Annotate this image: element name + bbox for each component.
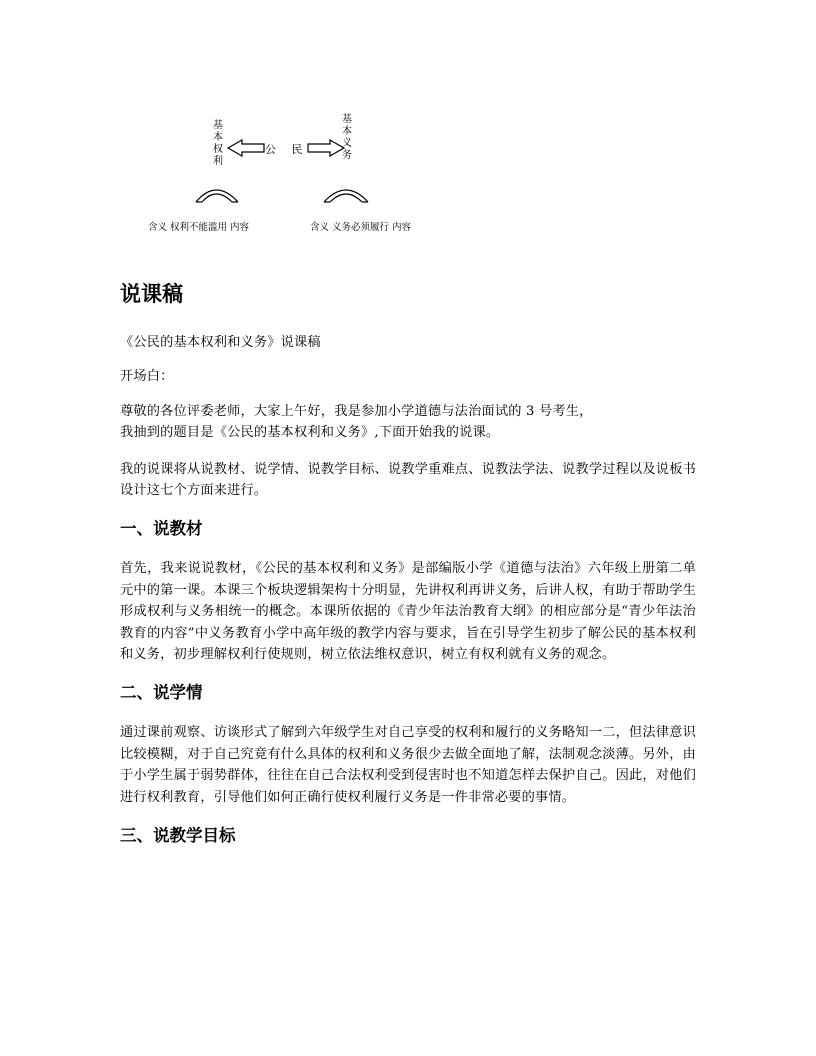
subtitle: 《公民的基本权利和义务》说课稿	[120, 335, 321, 350]
opening-line-1: 尊敬的各位评委老师，大家上午好，我是参加小学道德与法治面试的 3 号考生，	[120, 403, 593, 419]
section-1-paragraph: 首先，我来说说教材，《公民的基本权利和义务》是部编版小学《道德与法治》六年级上册第二单元中的第一课。本课三个板块逻辑架构十分明显，先讲权利再讲义务，后讲人权，有助于帮助学生形成权利与义务相统一的概念。本课所依据的《青少年法治教育大纲》的相应部分是“青少年法治教育的内容”中义务教育小学中高年级的教学内容与要求，旨在引导学生初步了解公民的基本权利和义务，初步理解权利行使规则，树立依法维权意识，树立有权利就有义务的观念。	[120, 561, 696, 663]
left-arch-shape	[196, 190, 238, 202]
right-column-text: 基 本 义 务	[342, 114, 352, 161]
document-body	[120, 278, 696, 865]
opening-label: 开场白：	[120, 369, 174, 385]
section-1-heading: 一、说教材	[120, 519, 203, 539]
right-arch-shape	[324, 190, 368, 202]
right-caption: 含义 义务必须履行 内容	[310, 222, 412, 233]
right-arrow-shape	[308, 140, 344, 156]
section-2-heading: 二、说学情	[120, 683, 203, 703]
left-caption: 含义 权利不能滥用 内容	[148, 222, 250, 233]
board-diagram	[140, 112, 450, 237]
left-arch-inner	[202, 194, 232, 202]
intro-paragraph: 我的说课将从说教材、说学情、说教学目标、说教学重难点、说教法学法、说教学过程以及说板书设计这七个方面来进行。	[120, 461, 696, 499]
section-3-heading: 三、说教学目标	[120, 826, 236, 846]
right-arch-inner	[330, 194, 362, 202]
opening-line-2: 我抽到的题目是《公民的基本权利和义务》,下面开始我的说课。	[120, 425, 500, 441]
left-arrow-shape	[228, 140, 264, 156]
section-2-paragraph: 通过课前观察、访谈形式了解到六年级学生对自己享受的权利和履行的义务略知一二，但法律意识比较模糊，对于自己究竟有什么具体的权利和义务很少去做全面地了解，法制观念淡薄。另外，由于小学生属于弱势群体，往往在自己合法权利受到侵害时也不知道怎样去保护自己。因此，对他们进行权利教育，引导他们如何正确行使权利履行义务是一件非常必要的事情。	[120, 725, 696, 805]
left-column-text: 基 本 权 利	[213, 120, 223, 167]
opening-paragraph	[120, 401, 696, 444]
page-title: 说课稿	[120, 282, 183, 306]
center-label: 公 民	[265, 143, 309, 156]
